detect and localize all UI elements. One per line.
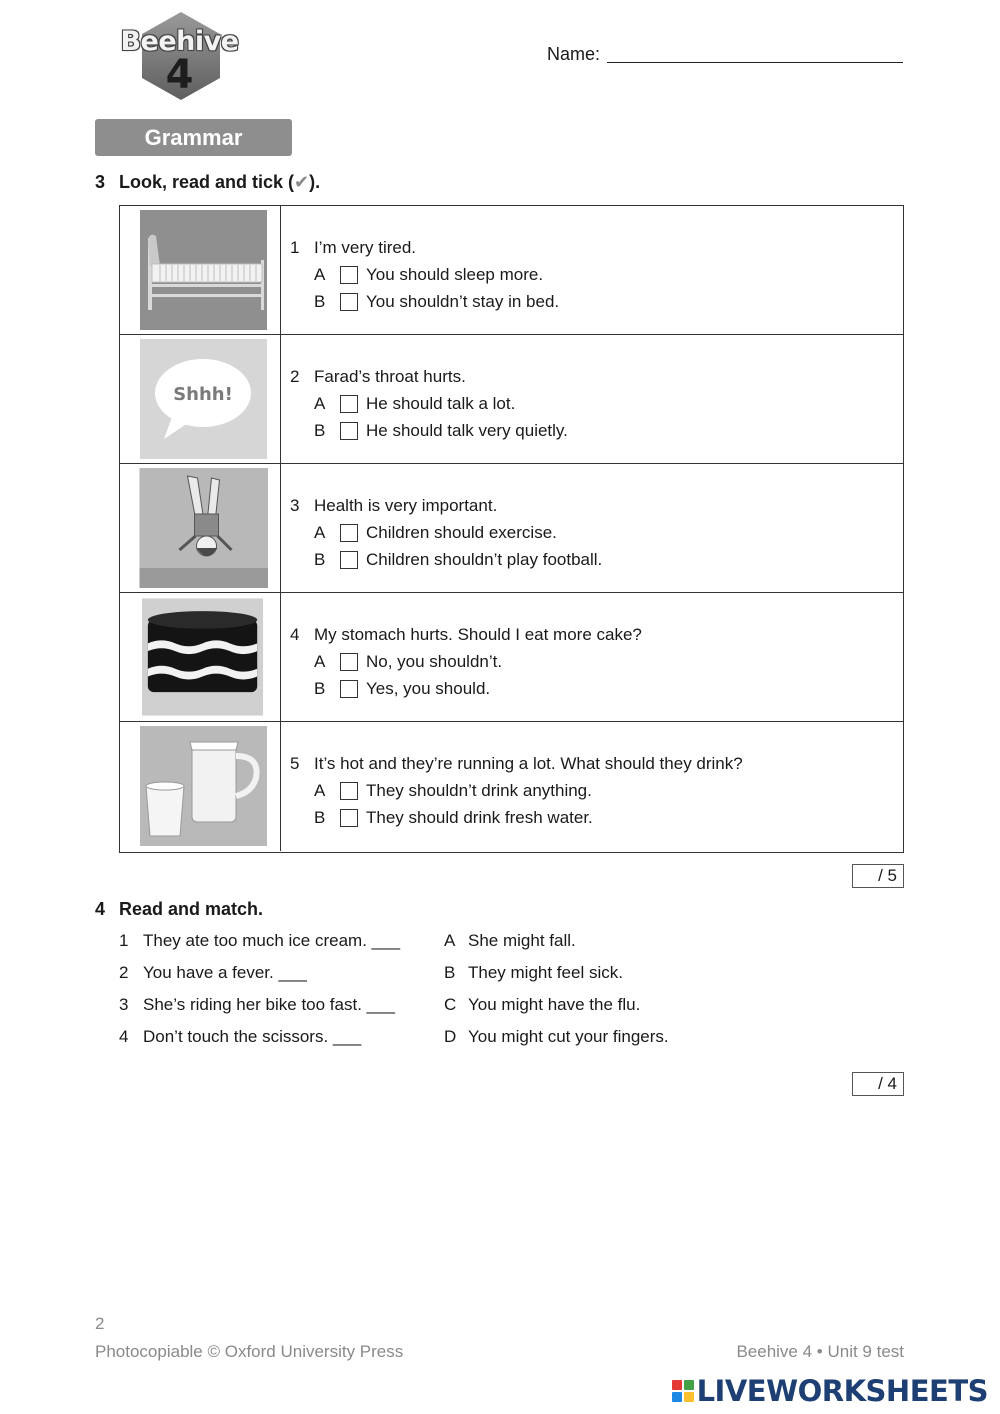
item-number: 2 xyxy=(119,963,129,982)
item-text: She might fall. xyxy=(468,931,576,950)
item-text: They ate too much ice cream. ___ xyxy=(143,931,401,950)
question-stem xyxy=(290,750,743,777)
liveworksheets-text: LIVEWORKSHEETS xyxy=(696,1374,988,1408)
question-row xyxy=(120,593,903,722)
option-letter: A xyxy=(314,265,326,284)
item-letter: D xyxy=(444,1027,457,1046)
option-a xyxy=(290,261,559,288)
item-number: 4 xyxy=(119,1027,129,1046)
option-letter: B xyxy=(314,808,326,827)
liveworksheets-watermark xyxy=(672,1374,988,1408)
question-text: My stomach hurts. Should I eat more cake? xyxy=(314,625,642,644)
option-b xyxy=(290,417,568,444)
question-text: I’m very tired. xyxy=(314,238,417,257)
option-text: He should talk very quietly. xyxy=(366,421,568,440)
match-item-right xyxy=(444,963,623,983)
name-input-line[interactable] xyxy=(607,62,903,63)
match-item-left[interactable] xyxy=(119,963,307,983)
option-letter: A xyxy=(314,523,326,542)
shhh-speech-bubble-picture xyxy=(140,339,267,459)
match-item-right xyxy=(444,1027,669,1047)
exercise-instruction: Read and match. xyxy=(119,899,264,919)
option-b xyxy=(290,675,642,702)
tick-checkbox[interactable] xyxy=(340,782,358,800)
exercise-4-heading xyxy=(95,899,263,920)
question-number: 2 xyxy=(290,367,300,386)
tick-checkbox[interactable] xyxy=(340,524,358,542)
option-a xyxy=(290,390,568,417)
option-letter: B xyxy=(314,679,326,698)
logo-number: 4 xyxy=(165,52,194,98)
question-number: 4 xyxy=(290,625,300,644)
option-text: Children should exercise. xyxy=(366,523,557,542)
item-text: You have a fever. ___ xyxy=(143,963,307,982)
question-row xyxy=(120,722,903,851)
option-b xyxy=(290,546,602,573)
question-text-block xyxy=(290,363,568,444)
question-row xyxy=(120,206,903,335)
logo-word: Beehive xyxy=(120,26,239,57)
tick-checkbox[interactable] xyxy=(340,422,358,440)
option-text: You should sleep more. xyxy=(366,265,544,284)
option-a xyxy=(290,648,642,675)
question-stem xyxy=(290,234,559,261)
section-title: Grammar xyxy=(95,119,292,156)
exercise-instruction-end: ). xyxy=(309,172,321,192)
question-text-block xyxy=(290,621,642,702)
item-number: 3 xyxy=(119,995,129,1014)
item-text: She’s riding her bike too fast. ___ xyxy=(143,995,396,1014)
exercise-instruction: Look, read and tick ( xyxy=(119,172,295,192)
option-b xyxy=(290,804,743,831)
option-text: No, you shouldn’t. xyxy=(366,652,503,671)
exercise-4-score-box: / 4 xyxy=(852,1072,904,1096)
tick-checkbox[interactable] xyxy=(340,266,358,284)
option-text: Children shouldn’t play football. xyxy=(366,550,603,569)
picture-cell xyxy=(120,722,281,851)
copyright-text: Photocopiable © Oxford University Press xyxy=(95,1342,404,1361)
cake-picture xyxy=(142,597,266,717)
match-item-left[interactable] xyxy=(119,995,395,1015)
item-text: Don’t touch the scissors. ___ xyxy=(143,1027,362,1046)
question-text-block xyxy=(290,492,602,573)
tick-checkbox[interactable] xyxy=(340,293,358,311)
question-row xyxy=(120,464,903,593)
item-letter: A xyxy=(444,931,456,950)
picture-cell xyxy=(120,464,281,592)
question-stem xyxy=(290,621,642,648)
item-number: 1 xyxy=(119,931,129,950)
picture-cell xyxy=(120,206,281,334)
question-number: 5 xyxy=(290,754,300,773)
liveworksheets-logo-icon xyxy=(672,1380,694,1402)
option-letter: B xyxy=(314,550,326,569)
option-text: You shouldn’t stay in bed. xyxy=(366,292,560,311)
match-item-left[interactable] xyxy=(119,931,400,951)
option-letter: A xyxy=(314,652,326,671)
tick-checkbox[interactable] xyxy=(340,551,358,569)
match-item-right xyxy=(444,995,640,1015)
option-text: They shouldn’t drink anything. xyxy=(366,781,592,800)
option-b xyxy=(290,288,559,315)
option-letter: B xyxy=(314,421,326,440)
tick-checkbox[interactable] xyxy=(340,809,358,827)
tick-checkbox[interactable] xyxy=(340,653,358,671)
question-text: It’s hot and they’re running a lot. What should they drink? xyxy=(314,754,743,773)
bed-picture xyxy=(140,210,267,330)
option-text: Yes, you should. xyxy=(366,679,491,698)
exercise-number: 3 xyxy=(95,172,106,192)
unit-label: Beehive 4 • Unit 9 test xyxy=(736,1342,904,1361)
item-letter: C xyxy=(444,995,457,1014)
shhh-text: Shhh! xyxy=(173,384,233,405)
option-a xyxy=(290,777,743,804)
tick-checkbox[interactable] xyxy=(340,395,358,413)
question-table xyxy=(119,205,904,853)
item-text: They might feel sick. xyxy=(468,963,623,982)
water-jug-glass-picture xyxy=(140,726,267,846)
question-stem xyxy=(290,492,602,519)
match-item-right xyxy=(444,931,576,951)
option-letter: A xyxy=(314,394,326,413)
item-text: You might cut your fingers. xyxy=(468,1027,669,1046)
option-letter: B xyxy=(314,292,326,311)
question-text-block xyxy=(290,234,559,315)
tick-icon: ✔ xyxy=(294,172,310,192)
match-item-left[interactable] xyxy=(119,1027,361,1047)
question-text: Health is very important. xyxy=(314,496,498,515)
question-number: 1 xyxy=(290,238,300,257)
beehive-logo xyxy=(112,12,247,104)
option-a xyxy=(290,519,602,546)
option-text: They should drink fresh water. xyxy=(366,808,593,827)
question-text: Farad’s throat hurts. xyxy=(314,367,466,386)
handstand-child-picture xyxy=(138,468,268,588)
item-text: You might have the flu. xyxy=(468,995,641,1014)
option-text: He should talk a lot. xyxy=(366,394,516,413)
picture-cell xyxy=(120,335,281,463)
exercise-3-score-box: / 5 xyxy=(852,864,904,888)
picture-cell xyxy=(120,593,281,721)
name-label: Name: xyxy=(547,44,601,64)
exercise-number: 4 xyxy=(95,899,106,919)
question-number: 3 xyxy=(290,496,300,515)
question-stem xyxy=(290,363,568,390)
option-letter: A xyxy=(314,781,326,800)
item-letter: B xyxy=(444,963,456,982)
page-number: 2 xyxy=(95,1314,105,1333)
question-text-block xyxy=(290,750,743,831)
exercise-3-heading xyxy=(95,172,320,193)
question-row xyxy=(120,335,903,464)
tick-checkbox[interactable] xyxy=(340,680,358,698)
